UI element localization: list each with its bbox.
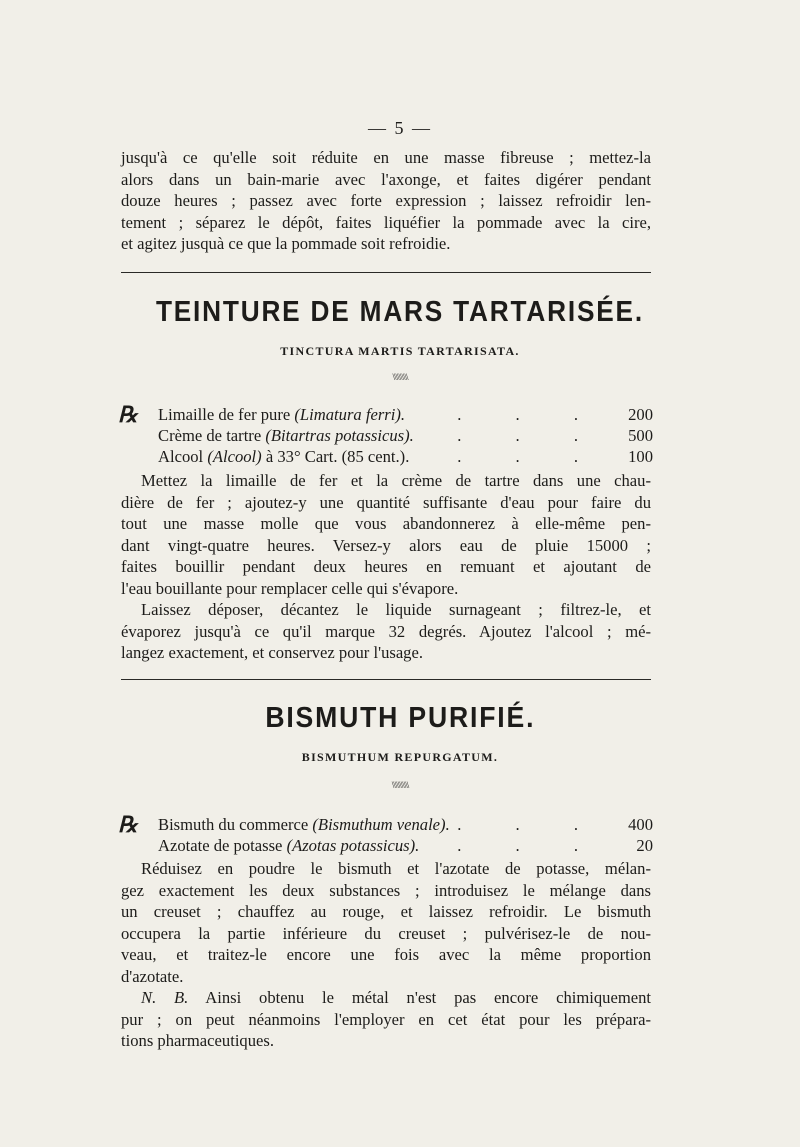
- note-line: [121, 987, 651, 1009]
- text-line: tout une masse molle que vous abandonnerez à elle-même pen-: [121, 514, 651, 533]
- recipe-ingredients: [118, 402, 653, 467]
- text-line: Mettez la limaille de fer et la crème de tartre dans une chau-: [141, 471, 651, 490]
- text-line: Réduisez en poudre le bismuth et l'azotate de potasse, mélan-: [141, 859, 651, 878]
- page-number: — 5 —: [368, 118, 432, 138]
- leader-dots: . . .: [457, 815, 603, 834]
- text-line: faites bouillir pendant deux heures en remuant et ajoutant de: [121, 557, 651, 576]
- leader-dots: . . .: [457, 405, 603, 424]
- note-text: Ainsi obtenu le métal n'est pas encore chimiquement: [205, 988, 652, 1007]
- leader-dots: . . .: [457, 426, 603, 445]
- leader-dots: . . . .: [398, 836, 603, 855]
- text-line: veau, et traitez-le encore une fois avec la même proportion: [121, 945, 651, 964]
- text-line: alors dans un bain-marie avec l'axonge, et faites digérer pendant: [121, 169, 651, 189]
- text-line: langez exactement, et conservez pour l'usage.: [121, 643, 423, 662]
- recipe-symbol-icon: ℞: [118, 812, 138, 837]
- ingredient-quantity: 500: [628, 426, 653, 445]
- divider-rule: [121, 272, 651, 273]
- text-line: jusqu'à ce qu'elle soit réduite en une masse fibreuse ; mettez-la: [121, 148, 651, 167]
- ingredient-name: Alcool: [158, 447, 204, 466]
- section-title: [0, 702, 800, 735]
- text-line: pur ; on peut néanmoins l'employer en cet état pour les prépara-: [121, 1009, 651, 1029]
- text-line: dant vingt-quatre heures. Versez-y alors eau de pluie 15000 ;: [121, 535, 651, 555]
- ingredient-row: [158, 425, 653, 446]
- ingredient-name: Crème de tartre: [158, 426, 262, 445]
- ornament-separator: \\\\\\\\\\: [392, 372, 408, 382]
- ingredient-quantity: 400: [628, 815, 653, 834]
- ingredient-latin: (Bismuthum venale).: [312, 815, 450, 834]
- text-line: tions pharmaceutiques.: [121, 1031, 274, 1050]
- ingredient-extra: à 33° Cart. (85 cent.).: [265, 447, 410, 466]
- text-line: dière de fer ; ajoutez-y une quantité suffisante d'eau pour faire du: [121, 492, 651, 512]
- ingredient-quantity: 20: [636, 836, 653, 855]
- ingredient-row: [118, 402, 653, 427]
- ingredient-name: Bismuth du commerce: [158, 815, 309, 834]
- ingredient-quantity: 200: [628, 405, 653, 424]
- divider-rule: [121, 679, 651, 680]
- text-line: tement ; séparez le dépôt, faites liquéfier la pommade avec la cire,: [121, 212, 651, 232]
- ingredient-row: [118, 812, 653, 837]
- ingredient-latin: (Bitartras potassicus).: [265, 426, 414, 445]
- leader-dots: . . .: [457, 447, 603, 466]
- recipe-ingredients: [118, 812, 653, 856]
- ingredient-name: Limaille de fer pure: [158, 405, 291, 424]
- recipe-symbol-icon: ℞: [118, 402, 138, 427]
- section-body: [121, 470, 651, 664]
- ingredient-name: Azotate de potasse: [158, 836, 283, 855]
- ingredient-row: [158, 446, 653, 467]
- text-line: évaporez jusqu'à ce qu'il marque 32 degrés. Ajoutez l'alcool ; mé-: [121, 621, 651, 641]
- text-line: l'eau bouillante pour remplacer celle qui s'évapore.: [121, 578, 459, 598]
- text-line: d'azotate.: [121, 966, 184, 986]
- ingredient-latin: (Alcool): [207, 447, 262, 466]
- text-line: un creuset ; chauffez au rouge, et laissez refroidir. Le bismuth: [121, 902, 651, 921]
- intro-paragraph: [121, 147, 651, 255]
- ingredient-latin: (Limatura ferri).: [294, 405, 406, 424]
- ingredient-latin: (Azotas potassicus).: [286, 836, 420, 855]
- title-text: TEINTURE DE MARS TARTARISÉE.: [155, 296, 644, 328]
- section-title: [0, 296, 800, 329]
- note-label: N. B.: [141, 988, 189, 1007]
- ornament-separator: \\\\\\\\\\\: [391, 780, 409, 790]
- text-line: gez exactement les deux substances ; introduisez le mélange dans: [121, 880, 651, 900]
- section-subtitle: TINCTURA MARTIS TARTARISATA.: [280, 344, 520, 358]
- section-subtitle: BISMUTHUM REPURGATUM.: [301, 750, 499, 764]
- ingredient-quantity: 100: [628, 447, 653, 466]
- text-line: et agitez jusquà ce que la pommade soit refroidie.: [121, 234, 451, 253]
- text-line: Laissez déposer, décantez le liquide surnageant ; filtrez-le, et: [141, 600, 651, 619]
- text-line: occupera la partie inférieure du creuset ; pulvérisez-le de nou-: [121, 923, 651, 943]
- section-body: [121, 858, 651, 1052]
- title-text: BISMUTH PURIFIÉ.: [265, 702, 535, 734]
- ingredient-row: [158, 835, 653, 856]
- text-line: douze heures ; passez avec forte expression ; laissez refroidir len-: [121, 191, 651, 210]
